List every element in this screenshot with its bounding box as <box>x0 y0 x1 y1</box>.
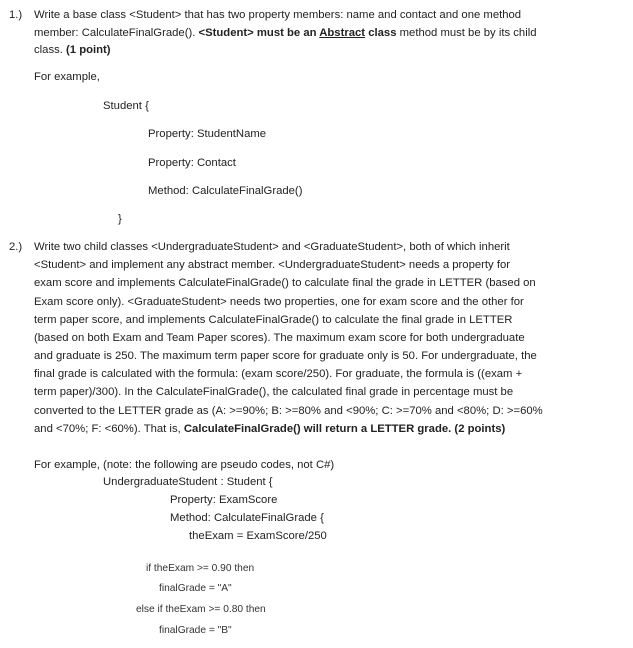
q2-letter-grade-requirement: CalculateFinalGrade() will return a LETTER grade. (2 points) <box>183 423 506 435</box>
q2-example-label: For example, (note: the following are pseudo codes, not C#) <box>34 459 335 471</box>
q1-line-1: Write a base class <Student> that has two property members: name and contact and one method <box>34 9 522 21</box>
q1-abstract-requirement: <Student> must be an <box>198 27 320 39</box>
q2-line-7: and graduate is 250. The maximum term paper score for graduate only is 50. For undergraduate, the <box>34 350 537 362</box>
q1-line-2-text: member: CalculateFinalGrade(). <box>34 27 199 39</box>
q2-line-4: Exam score only). <GraduateStudent> needs two properties, one for exam score and the other for <box>34 296 524 308</box>
q2-pseudo-grade-b: finalGrade = "B" <box>159 625 232 636</box>
q1-class-close: } <box>118 213 122 225</box>
q1-property-name: Property: StudentName <box>148 128 267 140</box>
q2-line-8: final grade is calculated with the formula: (exam score/250). For graduate, the formula is ((exam + <box>34 368 523 380</box>
q1-property-contact: Property: Contact <box>148 157 236 169</box>
q1-line-3 <box>34 43 111 57</box>
q2-line-2: <Student> and implement any abstract member. <UndergraduateStudent> needs a property for <box>34 259 511 271</box>
q2-code-class-open: UndergraduateStudent : Student { <box>103 476 273 488</box>
q2-line-10: converted to the LETTER grade as (A: >=90%; B: >=80% and <90%; C: >=70% and <80%; D: >=60% <box>34 405 543 417</box>
q1-abstract-keyword: Abstract <box>319 27 366 39</box>
q1-points: (1 point) <box>66 44 111 56</box>
q1-line-2-tail: method must be by its child <box>396 27 537 39</box>
q1-method: Method: CalculateFinalGrade() <box>148 185 303 197</box>
q2-line-3: exam score and implements CalculateFinalGrade() to calculate final the grade in LETTER (based on <box>34 277 536 289</box>
q1-line-2 <box>34 26 537 40</box>
q2-line-11 <box>34 422 505 436</box>
q1-class-open: Student { <box>103 100 149 112</box>
q2-number: 2.) <box>9 241 23 253</box>
q2-line-5: term paper score, and implements CalculateFinalGrade() to calculate the final grade in LETTER <box>34 314 513 326</box>
q2-pseudo-else-if-b: else if theExam >= 0.80 then <box>136 604 266 615</box>
q2-code-exam-assign: theExam = ExamScore/250 <box>189 530 327 542</box>
q1-number: 1.) <box>9 9 23 21</box>
q1-example-label: For example, <box>34 71 100 83</box>
q2-line-9: term paper)/300). In the CalculateFinalGrade(), the calculated final grade in percentage must be <box>34 386 514 398</box>
q2-code-method: Method: CalculateFinalGrade { <box>170 512 324 524</box>
q2-code-property: Property: ExamScore <box>170 494 278 506</box>
q2-pseudo-grade-a: finalGrade = "A" <box>159 583 232 594</box>
q2-line-6: (based on both Exam and Team Paper scores). The maximum exam score for both undergraduate <box>34 332 525 344</box>
q1-line-3-text: class. <box>34 44 67 56</box>
q2-pseudo-if-a: if theExam >= 0.90 then <box>146 563 255 574</box>
q2-line-11-text: and <70%; F: <60%). That is, <box>34 423 184 435</box>
q2-line-1: Write two child classes <UndergraduateStudent> and <GraduateStudent>, both of which inherit <box>34 241 510 253</box>
q1-class-word: class <box>365 27 397 39</box>
